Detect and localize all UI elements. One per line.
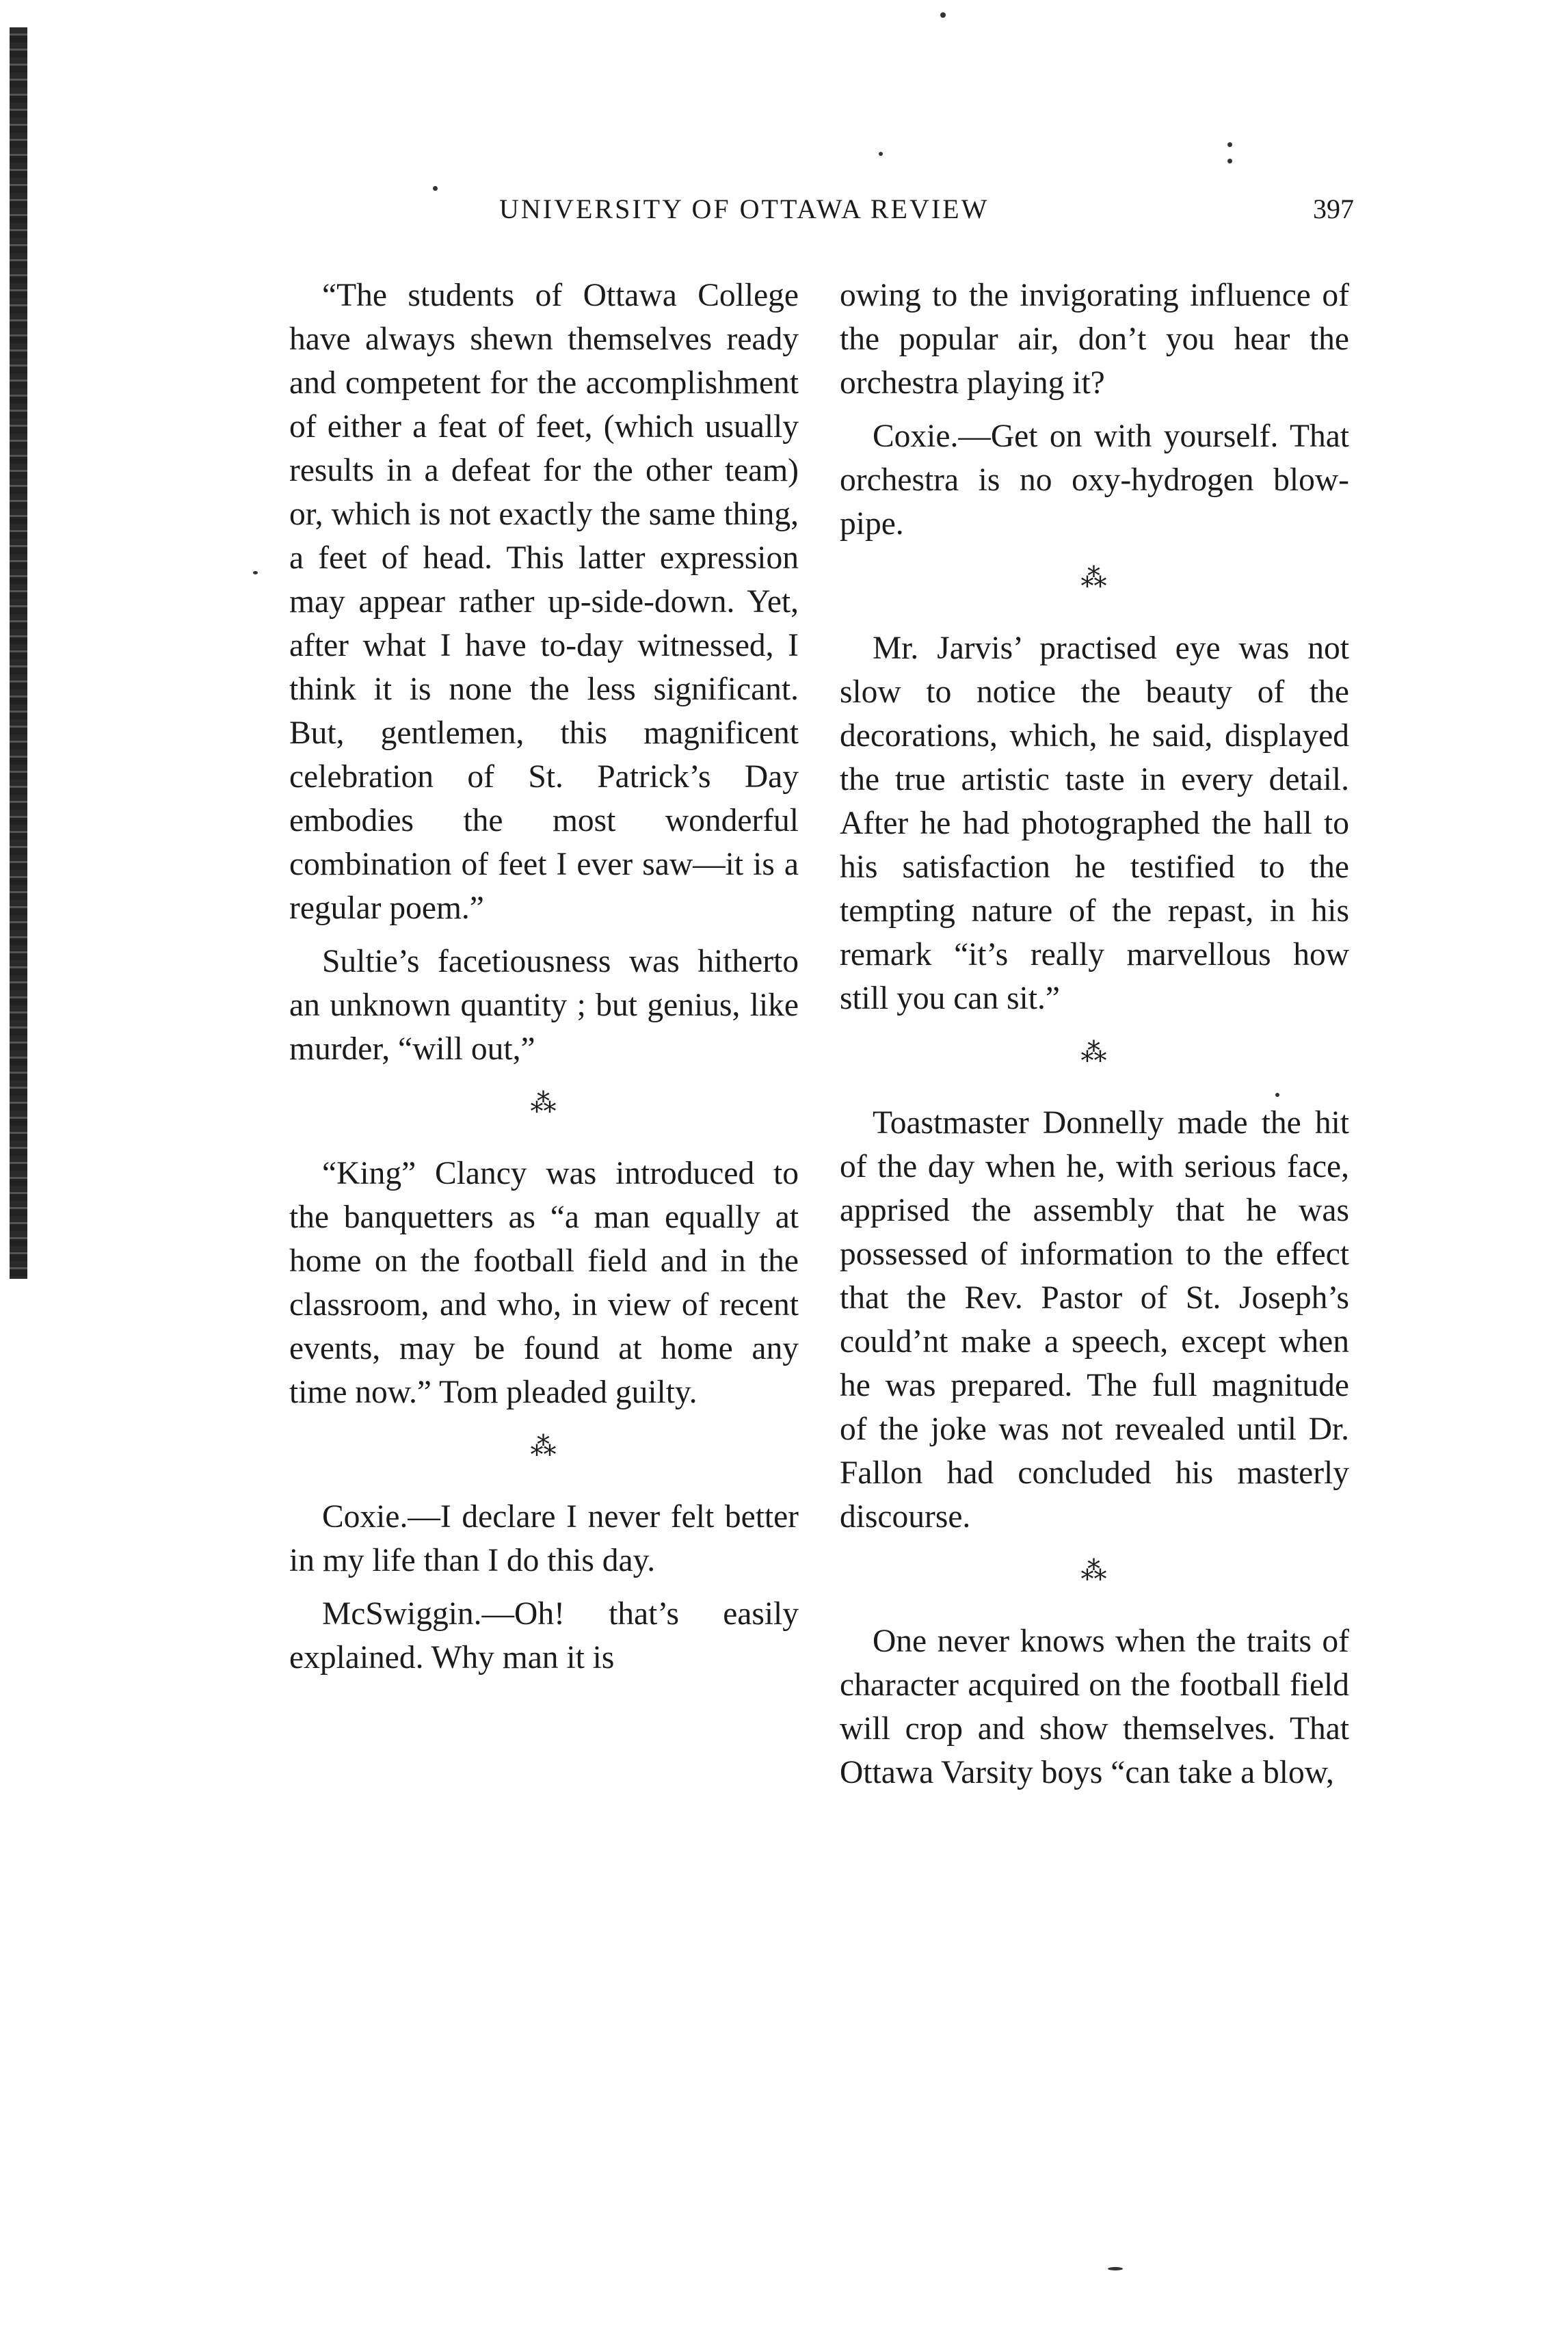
scan-speck: [1108, 2267, 1123, 2270]
running-head: [287, 193, 1381, 234]
scan-speck: [253, 571, 258, 574]
paragraph-sultie: Sultie’s facetiousness was hitherto an unknown quantity ; but genius, like murder, “will out,”: [289, 944, 799, 1067]
paragraph-mcswiggin: McSwiggin.—Oh! that’s easily explained. Why man it is: [289, 1596, 799, 1675]
section-asterism: ⁂: [1080, 564, 1108, 593]
scan-speck: [433, 186, 438, 191]
paragraph-students-speech: “The students of Ottawa College have always shewn themselves ready and competent for the accomplishment of either a feat of feet, (which usually results in a defeat for the other team) or, which is not exactly the same thing, a feet of head. This latter expression may appear rather up-side-down. Yet, after what I have to-day witnessed, I think it is none the less significant. But, gentlemen, this magnificent celebration of St. Patrick’s Day embodies the most wonderful combination of feet I ever saw—it is a regular poem.”: [289, 278, 799, 926]
page-number: 397: [1313, 194, 1354, 224]
scan-speck: [1227, 142, 1232, 147]
paragraph-king-clancy: “King” Clancy was introduced to the banquetters as “a man equally at home on the football field and in the classroom, and who, in view of recent events, may be found at home any time now.” Tom pleaded guilty.: [289, 1156, 799, 1410]
section-asterism: ⁂: [530, 1433, 558, 1461]
scan-speck: [1227, 159, 1232, 163]
scan-speck: [940, 12, 946, 18]
scan-speck: [879, 152, 883, 156]
section-asterism: ⁂: [1080, 1039, 1108, 1068]
paragraph-football-traits: One never knows when the traits of character acquired on the football field will crop and show themselves. That Ottawa Varsity boys “can take a blow,: [840, 1624, 1349, 1790]
journal-title: UNIVERSITY OF OTTAWA REVIEW: [499, 194, 989, 224]
paragraph-orchestra-continued: owing to the invigorating influence of the popular air, don’t you hear the orchestra playing it?: [840, 278, 1349, 401]
paragraph-toastmaster-donnelly: Toastmaster Donnelly made the hit of the day when he, with serious face, apprised the assembly that he was possessed of information to the effect that the Rev. Pastor of St. Joseph’s could’nt make a speech, except when he was prepared. The full magnitude of the joke was not revealed until Dr. Fallon had concluded his masterly discourse.: [840, 1105, 1349, 1535]
paragraph-coxie: Coxie.—I declare I never felt better in my life than I do this day.: [289, 1499, 799, 1578]
paragraph-coxie-reply: Coxie.—Get on with yourself. That orchestra is no oxy-hydrogen blow-pipe.: [840, 419, 1349, 542]
scan-speck: [1275, 1093, 1279, 1097]
section-asterism: ⁂: [1080, 1557, 1108, 1586]
page-binding-edge: [10, 27, 27, 1279]
left-column: [289, 274, 799, 1680]
right-column: [840, 274, 1349, 1794]
section-asterism: ⁂: [530, 1089, 558, 1118]
paragraph-mr-jarvis: Mr. Jarvis’ practised eye was not slow to notice the beauty of the decorations, which, he said, displayed the true artistic taste in every detail. After he had photographed the hall to his satisfaction he testified to the tempting nature of the repast, in his remark “it’s really marvellous how still you can sit.”: [840, 631, 1349, 1016]
